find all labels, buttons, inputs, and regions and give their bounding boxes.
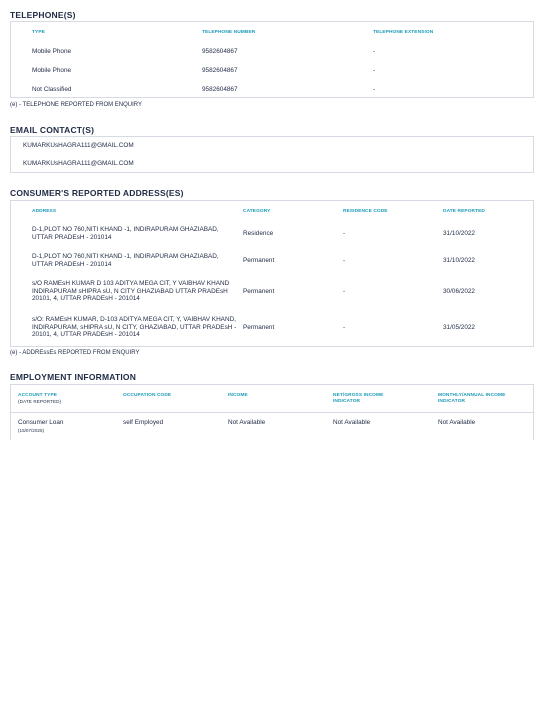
col-address-header: ADDRESS [32,209,57,214]
employment-monthly-annual: Not Available [438,419,476,426]
address-text: D-1,PLOT NO 760,NITI KHAND -1, INDIRAPURAM GHAZIABAD, UTTAR PRADEsH - 201014 [32,226,219,241]
addresses-title: CONSUMER'S REPORTED ADDRESS(ES) [10,188,184,198]
address-residence-code: - [343,288,346,295]
date-reported-sublabel: (DATE REPORTED) [18,398,62,404]
address-category: Permanent [243,324,275,331]
address-residence-code: - [343,257,346,264]
col-category-header: CATEGORY [243,209,271,214]
phone-type: Mobile Phone [32,48,72,55]
address-date: 31/10/2022 [443,230,475,237]
telephones-title: TELEPHONE(S) [10,10,76,20]
col-account-type-header [18,393,61,404]
emails-card [10,136,534,173]
col-monthly-annual-header: MONTHLY/ANNUAL INCOME INDICATOR [438,393,506,404]
address-date: 31/10/2022 [443,257,475,264]
account-date-value: (15/07/2025) [18,427,45,433]
address-residence-code: - [343,324,346,331]
addresses-note: (e) - ADDREssEs REPORTED FROM ENQUIRY [10,350,140,356]
employment-divider [11,412,533,413]
col-date-reported-header: DATE REPORTED [443,209,485,214]
address-category: Permanent [243,288,275,295]
account-type-label: ACCOUNT TYPE [18,393,58,398]
phone-number: 9582604867 [202,86,238,93]
phone-extension: - [373,86,376,93]
emails-title: EMAIL CONTACT(S) [10,125,95,135]
address-date: 30/06/2022 [443,288,475,295]
phone-type: Mobile Phone [32,67,72,74]
address-text: s/O: RAMEsH KUMAR, D-103 ADITYA MEGA CIT, Y, VAIBHAV KHAND, INDIRAPURAM, sHIPRA sU, N CITY, GHAZIABAD, UTTAR PRADEsH - 20101, 4, UTTAR PRADEsH - 201014 [32,316,237,339]
address-category: Permanent [243,257,275,264]
phone-number: 9582604867 [202,48,238,55]
employment-occupation: self Employed [123,419,164,426]
employment-title: EMPLOYMENT INFORMATION [10,372,137,382]
col-income-header: INCOME [228,393,248,398]
email-item: KUMARKUsHAGRA111@GMAIL.COM [23,160,134,167]
email-item: KUMARKUsHAGRA111@GMAIL.COM [23,142,134,149]
col-net-gross-header: NET/GROSS INCOME INDICATOR [333,393,384,404]
phone-number: 9582604867 [202,67,238,74]
employment-income: Not Available [228,419,266,426]
col-number-header: TELEPHONE NUMBER [202,30,256,35]
addresses-card [10,200,534,347]
col-residence-code-header: RESIDENCE CODE [343,209,388,214]
address-date: 31/05/2022 [443,324,475,331]
col-extension-header: TELEPHONE EXTENSION [373,30,434,35]
col-type-header: TYPE [32,30,45,35]
account-type-value: Consumer Loan [18,419,64,426]
employment-net-gross: Not Available [333,419,371,426]
address-residence-code: - [343,230,346,237]
telephones-note: (e) - TELEPHONE REPORTED FROM ENQUIRY [10,102,143,108]
phone-type: Not Classified [32,86,72,93]
col-occupation-header: OCCUPATION CODE [123,393,172,398]
phone-extension: - [373,67,376,74]
address-category: Residence [243,230,274,237]
employment-card [10,384,534,440]
phone-extension: - [373,48,376,55]
employment-account-type [18,419,63,434]
address-text: D-1,PLOT NO 760,NITI KHAND -1, INDIRAPURAM GHAZIABAD, UTTAR PRADEsH - 201014 [32,253,219,268]
telephones-card [10,21,534,98]
address-text: s/O RAMEsH KUMAR D 103 ADITYA MEGA CIT, Y VAIBHAV KHAND INDIRAPURAM sHIPRA sU, N CITY GHAZIABAD UTTAR PRADEsH 20101, 4, UTTAR PRADEsH - 201014 [32,280,230,303]
